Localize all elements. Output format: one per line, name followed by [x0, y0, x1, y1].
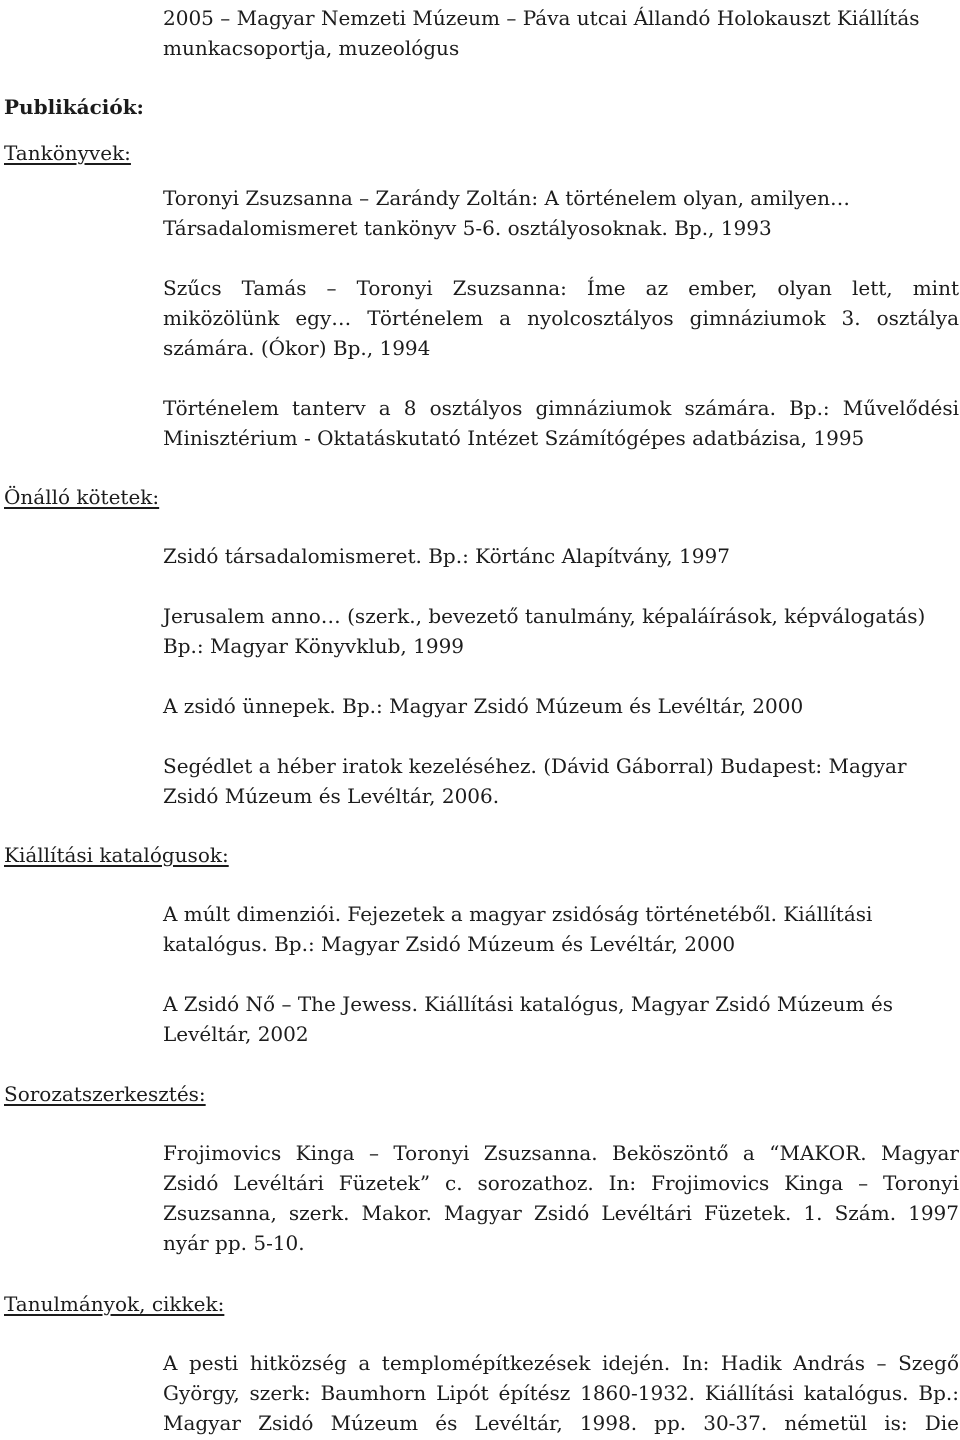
intro-line-1: 2005 – Magyar Nemzeti Múzeum – Páva utcai Állandó Holokauszt Kiállítás: [163, 6, 920, 30]
volume-3-line-1: A zsidó ünnepek. Bp.: Magyar Zsidó Múzeum és Levéltár, 2000: [163, 694, 804, 718]
section-label-studies-articles: Tanulmányok, cikkek:: [4, 1292, 225, 1316]
section-label-series-editing: Sorozatszerkesztés:: [4, 1082, 206, 1106]
textbook-2-line-1: Szűcs Tamás – Toronyi Zsuzsanna: Íme az ember, olyan lett, mint: [163, 276, 959, 300]
series-1-line-4: nyár pp. 5-10.: [163, 1231, 305, 1255]
section-label-standalone-volumes: Önálló kötetek:: [4, 485, 160, 509]
volume-2-line-1: Jerusalem anno… (szerk., bevezető tanulmány, képaláírások, képválogatás): [163, 604, 926, 628]
volume-4-line-2: Zsidó Múzeum és Levéltár, 2006.: [163, 784, 500, 808]
section-label-textbooks: Tankönyvek:: [4, 141, 131, 165]
catalogue-1-line-2: katalógus. Bp.: Magyar Zsidó Múzeum és Levéltár, 2000: [163, 932, 736, 956]
intro-line-2: munkacsoportja, muzeológus: [163, 36, 460, 60]
volume-1-line-1: Zsidó társadalomismeret. Bp.: Körtánc Alapítvány, 1997: [163, 544, 730, 568]
catalogue-2-line-1: A Zsidó Nő – The Jewess. Kiállítási katalógus, Magyar Zsidó Múzeum és: [163, 992, 893, 1016]
catalogue-1-line-1: A múlt dimenziói. Fejezetek a magyar zsidóság történetéből. Kiállítási: [163, 902, 873, 926]
volume-4-line-1: Segédlet a héber iratok kezeléséhez. (Dávid Gáborral) Budapest: Magyar: [163, 754, 907, 778]
study-1-line-2: György, szerk: Baumhorn Lipót építész 1860-1932. Kiállítási katalógus. Bp.:: [163, 1381, 959, 1405]
textbook-1-line-2: Társadalomismeret tankönyv 5-6. osztályosoknak. Bp., 1993: [163, 216, 772, 240]
section-label-exhibition-catalogues: Kiállítási katalógusok:: [4, 843, 229, 867]
catalogue-2-line-2: Levéltár, 2002: [163, 1022, 309, 1046]
textbook-2-line-2: miközölünk egy… Történelem a nyolcosztályos gimnáziumok 3. osztálya: [163, 306, 959, 330]
series-1-line-2: Zsidó Levéltári Füzetek” c. sorozathoz. In: Frojimovics Kinga – Toronyi: [163, 1171, 959, 1195]
study-1-line-3: Magyar Zsidó Múzeum és Levéltár, 1998. pp. 30-37. németül is: Die: [163, 1411, 959, 1435]
series-1-line-1: Frojimovics Kinga – Toronyi Zsuzsanna. Beköszöntő a “MAKOR. Magyar: [163, 1141, 959, 1165]
textbook-3-line-1: Történelem tanterv a 8 osztályos gimnáziumok számára. Bp.: Művelődési: [163, 396, 959, 420]
textbook-3-line-2: Minisztérium - Oktatáskutató Intézet Számítógépes adatbázisa, 1995: [163, 426, 865, 450]
textbook-2-line-3: számára. (Ókor) Bp., 1994: [163, 336, 431, 360]
series-1-line-3: Zsuzsanna, szerk. Makor. Magyar Zsidó Levéltári Füzetek. 1. Szám. 1997: [163, 1201, 959, 1225]
study-1-line-1: A pesti hitközség a templomépítkezések idején. In: Hadik András – Szegő: [163, 1351, 959, 1375]
textbook-1-line-1: Toronyi Zsuzsanna – Zarándy Zoltán: A történelem olyan, amilyen…: [163, 186, 850, 210]
publications-heading: Publikációk:: [4, 95, 144, 119]
volume-2-line-2: Bp.: Magyar Könyvklub, 1999: [163, 634, 465, 658]
